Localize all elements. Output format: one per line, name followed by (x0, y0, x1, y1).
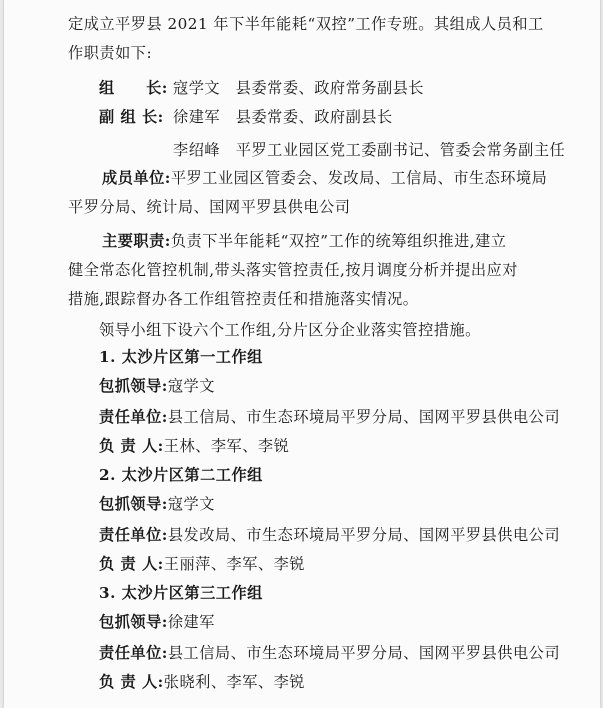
group-3-lead-row (99, 608, 603, 637)
deputy-1-text: 徐建军 县委常委、政府副县长 (173, 108, 393, 126)
members-row (102, 164, 603, 193)
members-line-2: 平罗分局、统计局、国网平罗县供电公司 (68, 198, 351, 216)
group-1-lead-label: 包抓领导: (99, 377, 168, 395)
group-2-person-label: 负 责 人: (99, 555, 164, 573)
group-2-lead-row (99, 490, 603, 519)
group-2-person: 王丽萍、李军、李锐 (163, 555, 305, 573)
group-1-unit-row (99, 403, 603, 432)
group-1-unit-label: 责任单位: (99, 408, 168, 426)
duties-label: 主要职责: (102, 232, 171, 250)
intro-line-1: 定成立平罗县 2021 年下半年能耗“双控”工作专班。其组成人员和工 (68, 15, 544, 33)
duties-line-3: 措施,跟踪督办各工作组管控责任和措施落实情况。 (68, 290, 419, 308)
leader-row (99, 74, 603, 103)
duties-line-2: 健全常态化管控机制,带头落实管控责任,按月调度分析并提出应对 (68, 261, 518, 279)
group-1-person-label: 负 责 人: (99, 437, 164, 455)
duties-line-1: 负责下半年能耗“双控”工作的统筹组织推进,建立 (170, 232, 507, 250)
group-3-lead-label: 包抓领导: (99, 613, 168, 631)
group-3-person: 张晓利、李军、李锐 (163, 673, 305, 691)
intro-line-2: 作职责如下: (68, 44, 153, 62)
group-2-unit-label: 责任单位: (99, 526, 168, 544)
group-3-lead: 徐建军 (167, 613, 215, 631)
leader-text: 寇学文 县委常委、政府常务副县长 (173, 79, 424, 97)
group-1-lead: 寇学文 (167, 377, 215, 395)
groups-intro: 领导小组下设六个工作组,分片区分企业落实管控措施。 (99, 321, 481, 339)
group-3-person-row (99, 668, 603, 697)
group-3-unit-row (99, 639, 603, 668)
members-label: 成员单位: (102, 169, 171, 187)
group-1-person-row (99, 432, 603, 461)
group-1-unit: 县工信局、市生态环境局平罗分局、国网平罗县供电公司 (167, 408, 561, 426)
group-2-lead-label: 包抓领导: (99, 495, 168, 513)
group-1-person: 王林、李军、李锐 (163, 437, 290, 455)
deputy-row-1 (99, 103, 603, 132)
duties-row (102, 227, 603, 256)
group-2-person-row (99, 550, 603, 579)
group-1-lead-row (99, 372, 603, 401)
group-3-unit-label: 责任单位: (99, 644, 168, 662)
leader-label: 组 长: (99, 79, 168, 97)
document-page (4, 0, 600, 708)
group-2-unit-row (99, 521, 603, 550)
group-2-title: 2. 太沙片区第二工作组 (99, 466, 263, 484)
deputy-2-text: 李绍峰 平罗工业园区党工委副书记、管委会常务副主任 (173, 141, 566, 159)
group-2-lead: 寇学文 (167, 495, 215, 513)
group-1-title: 1. 太沙片区第一工作组 (99, 348, 263, 366)
group-3-person-label: 负 责 人: (99, 673, 164, 691)
group-2-unit: 县发改局、市生态环境局平罗分局、国网平罗县供电公司 (167, 526, 561, 544)
deputy-label: 副 组 长: (99, 108, 164, 126)
members-line-1: 平罗工业园区管委会、发改局、工信局、市生态环境局 (170, 169, 548, 187)
group-3-unit: 县工信局、市生态环境局平罗分局、国网平罗县供电公司 (167, 644, 561, 662)
group-3-title: 3. 太沙片区第三工作组 (99, 584, 263, 602)
